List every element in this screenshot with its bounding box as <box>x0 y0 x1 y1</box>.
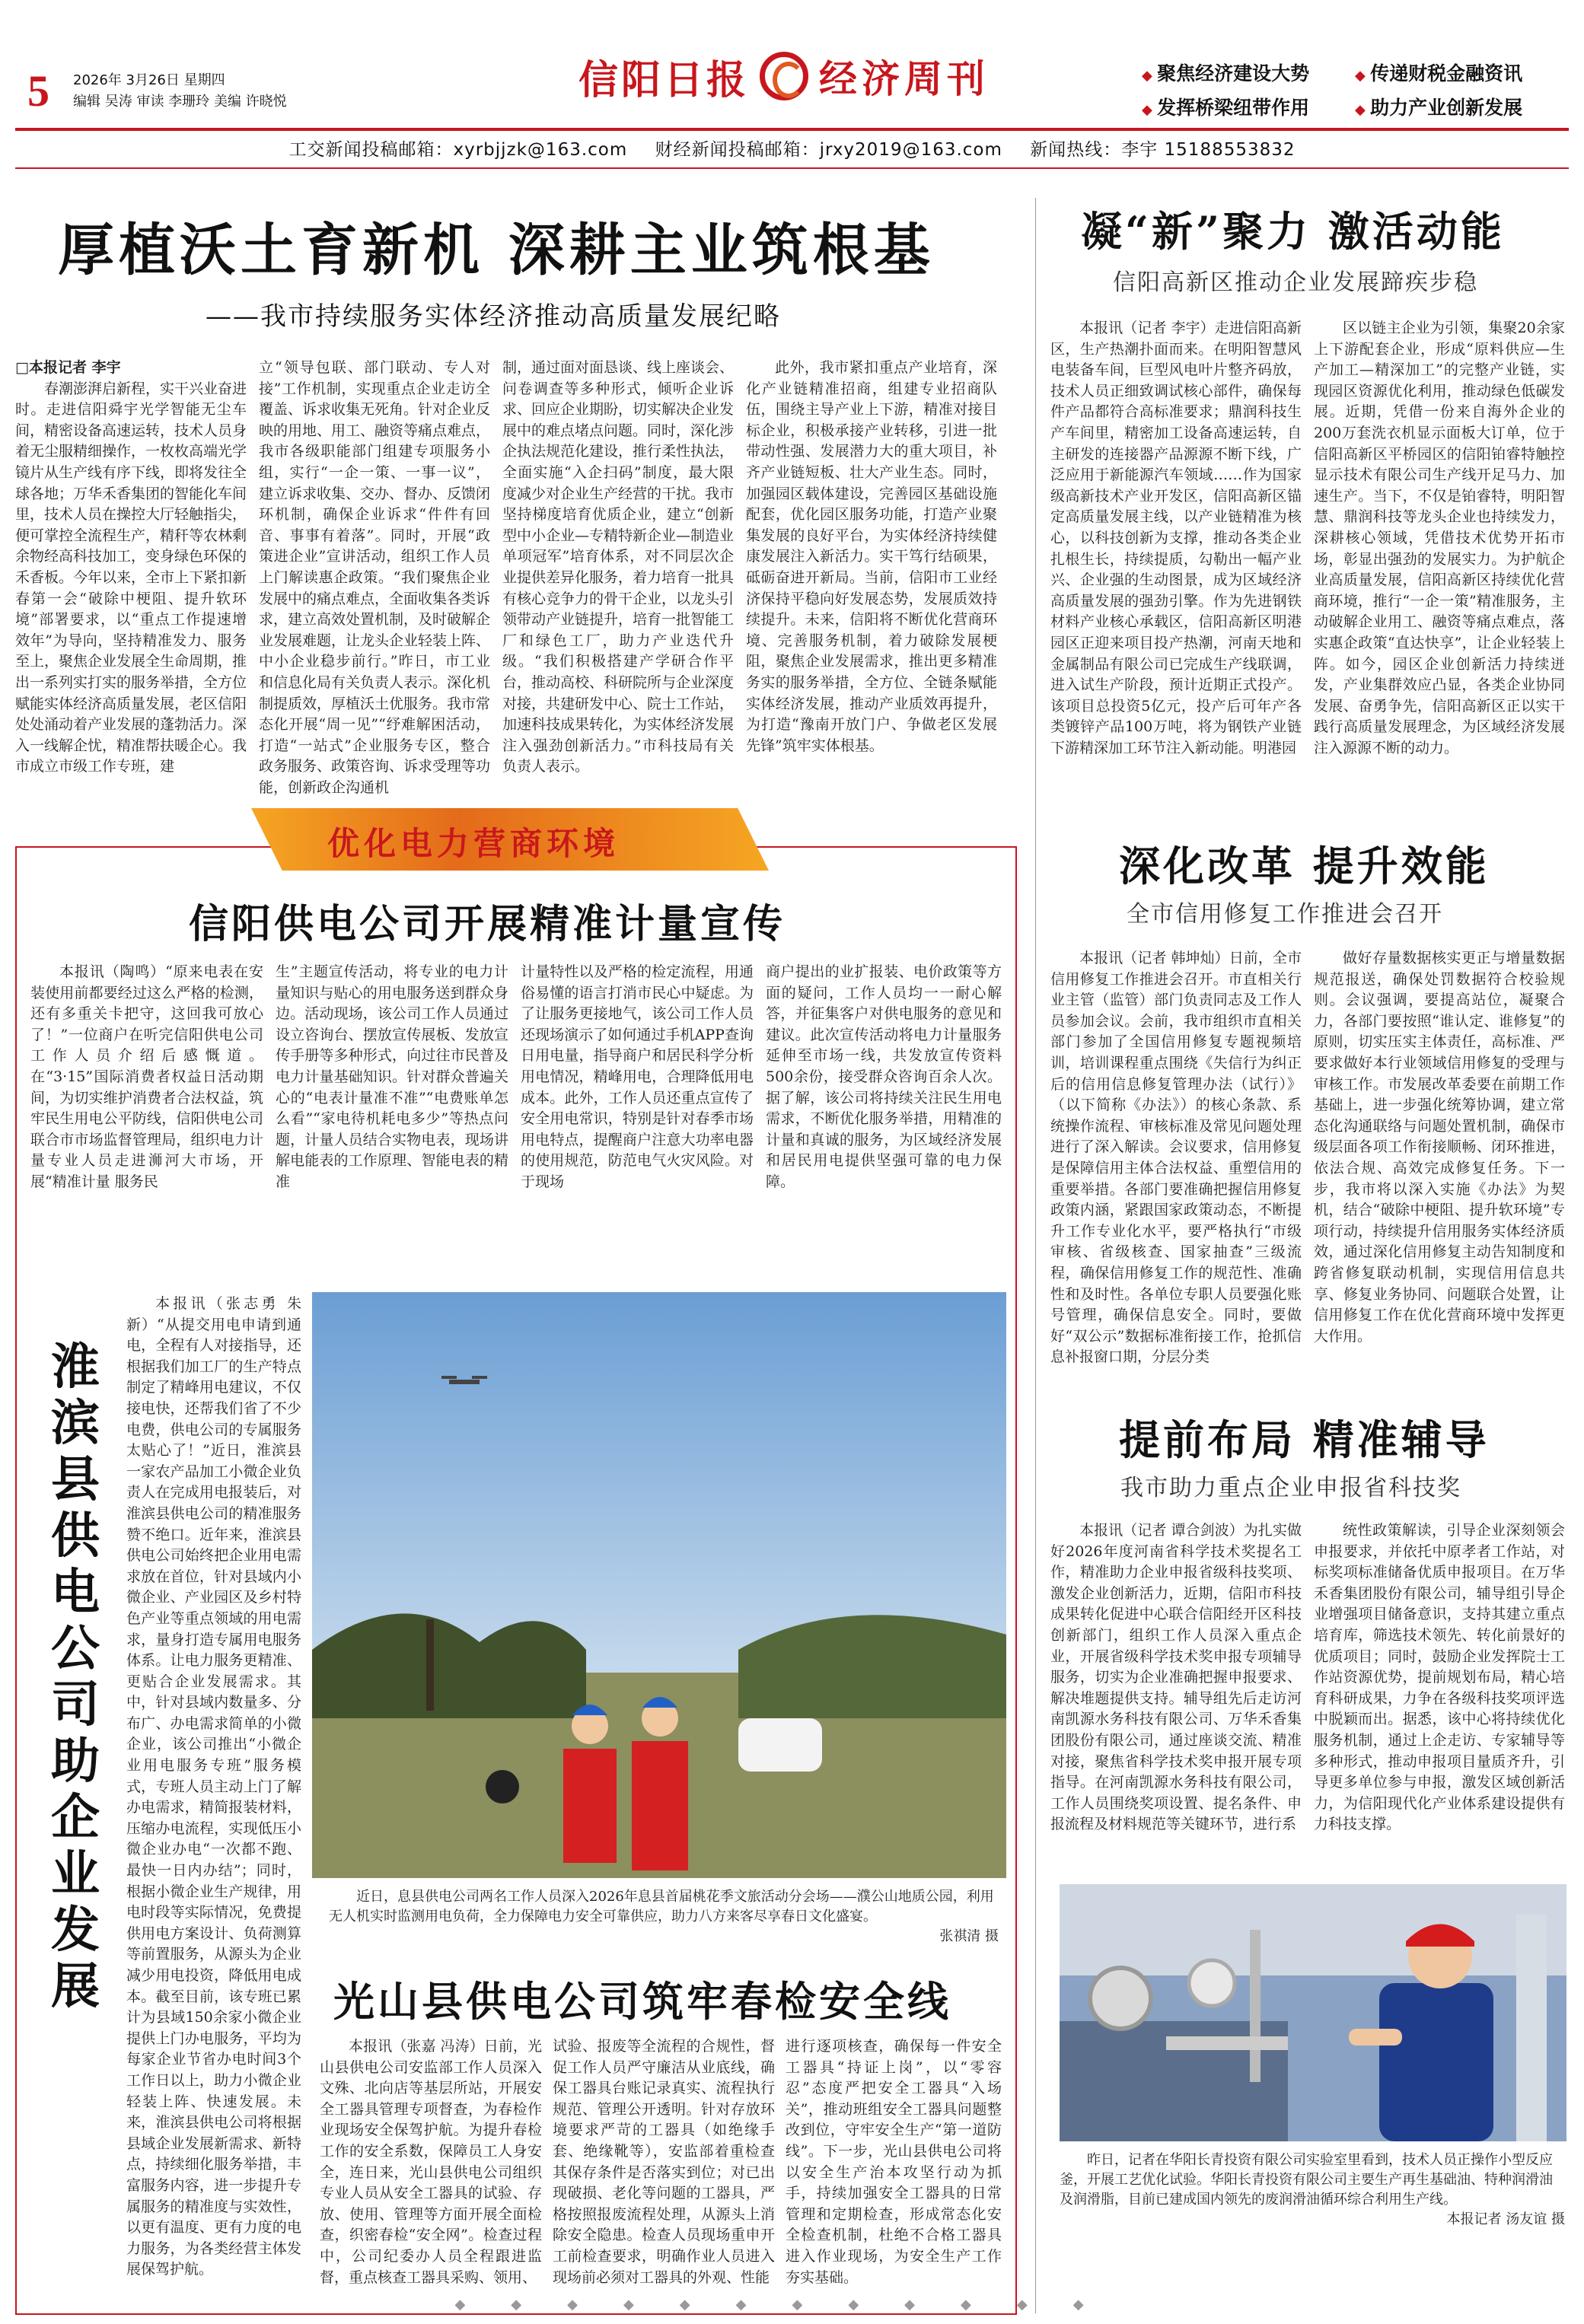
lead-byline: □本报记者 李宇 <box>15 359 121 376</box>
f1-headline: 信阳供电公司开展精准计量宣传 <box>189 901 786 947</box>
slogan: ◆ 聚焦经济建设大势 <box>1142 58 1355 92</box>
lead-headline: 厚植沃土育新机 深耕主业筑根基 <box>58 218 935 283</box>
lab-photo-caption <box>1060 2150 1565 2265</box>
f1-column-3: 计量特性以及严格的检定流程，用通俗易懂的语言打消市民心中疑虑。为了让服务更接地气，该公司工作人员还现场演示了如何通过手机APP查询日用电量，指导商户和居民科学分析用电情况，精峰用电，合理降低用电成本。此外，工作人员还重点宣传了安全用电常识，特别是针对春季市场用电特点，提醒商户注意大功率电器的使用规范，防范电气火灾风险。对于现场 <box>521 963 754 1190</box>
rt-column-2: 区以链主企业为引领，集聚20余家上下游配套企业，形成“原料供应—生产加工—精深加工”的完整产业链，实现园区资源优化利用，推动绿色低碳发展。近期，凭借一份来自海外企业的200万套洗衣机显示面板大订单，位于信阳高新区平桥园区的信阳铂睿特触控显示技术有限公司生产线开足马力、加速生产。当下，不仅是铂睿特，明阳智慧、鼎润科技等龙头企业也持续发力，深耕核心领域，凭借技术优势开拓市场，彰显出强劲的发展实力。为护航企业高质量发展，信阳高新区持续优化营商环境，推行“一企一策”精准服务，主动破解企业用工、融资等痛点难点，落实惠企政策“直达快享”，让企业轻装上阵。如今，园区企业创新活力持续迸发，产业集群效应凸显，各类企业协同发展、奋勇争先，信阳高新区正以实干践行高质量发展理念，为区域经济发展注入源源不断的动力。 <box>1314 320 1565 756</box>
lead-column-1 <box>15 358 247 784</box>
lab-photo <box>1060 1884 1566 2141</box>
drone-photo-credit: 张祺清 摄 <box>939 1928 999 1944</box>
drone-caption-text: 近日，息县供电公司两名工作人员深入2026年息县首届桃花季文旅活动分会场——濮公山地质公园，利用无人机实时监测用电负荷，全力保障电力安全可靠供应，助力八方来客尽享春日文化盛宴。 <box>329 1889 994 1924</box>
lead-column-text: 春潮澎湃启新程，实干兴业奋进时。走进信阳舜宇光学智能无尘车间，精密设备高速运转，技术人员身着无尘服精细操作，一枚枚高端光学镜片从生产线有序下线，即将发往全球各地；万华禾香集团的智能化车间里，技术人员在操控大厅轻触指尖，便可掌控全流程生产，精秆等农林剩余物经高科技加工，变身绿色环保的禾香板。今年以来，全市上下紧扣新春第一会“破除中梗阻、提升软环境”部署要求，以“重点工作提速增效年”为导向，坚持精准发力、服务至上，聚焦企业发展全生命周期，推出一系列实打实的服务举措，全方位赋能实体经济高质量发展，老区信阳处处涌动着产业发展的蓬勃活力。深入一线解企忧，精准帮扶暖企心。我市成立市级工作专班，建 <box>15 380 247 775</box>
rl-column-2: 统性政策解读，引导企业深刻领会申报要求，并依托中原孝者工作站，对标奖项标准储备优质申报项目。在万华禾香集团股份有限公司，辅导组引导企业增强项目储备意识，支持其建立重点培育库，筛选技术领先、转化前景好的优质项目；同时，鼓励企业发挥院士工作站资源优势，提前规划布局，精心培育科研成果，力争在各级科技奖项评选中脱颖而出。据悉，该中心将持续优化服务机制，通过上企走访、专家辅导等多种形式，推动申报项目量质齐升，引导更多单位参与申报，激发区域创新活力，为信阳现代化产业体系建设提供有力科技支撑。 <box>1314 1522 1565 1833</box>
contact-item: 工交新闻投稿邮箱：xyrbjjzk@163.com <box>288 140 628 160</box>
section-name: 经济周刊 <box>819 56 990 101</box>
paper-name: 信阳日报 <box>578 56 750 103</box>
rt-headline: 凝“新”聚力 激活动能 <box>1081 207 1505 256</box>
column-divider <box>1035 198 1036 2313</box>
vertical-article: 本报讯（张志勇 朱新）“从提交用电申请到通电，全程有人对接指导，还根据我们加工厂的生产特点制定了精峰用电建议，不仅接电快，还帮我们省了不少电费，供电公司的专属服务太贴心了！”近日，淮滨县一家农产品加工小微企业负责人在完成用电报装后，对淮滨县供电公司的精准服务赞不绝口。近年来，淮滨县供电公司始终把企业用电需求放在首位，针对县域内小微企业、产业园区及乡村特色产业等重点领域的用电需求，量身打造专属用电服务体系。让电力服务更精准、更贴合企业发展需求。其中，针对县域内数量多、分布广、办电需求简单的小微企业，该公司推出“小微企业用电服务专班”服务模式，专班人员主动上门了解办电需求，精简报装材料，压缩办电流程，实现低压小微企业办电“一次都不跑、最快一日内办结”；同时，根据小微企业生产规律，用电时段等实际情况，免费提供用电方案设计、负荷测算等前置服务，从源头为企业减少用电投资，降低用电成本。截至目前，该专班已累计为县域150余家小微企业提供上门办电服务，平均为每家企业节省办电时间3个工作日以上，助力小微企业轻装上阵、快速发展。未来，淮滨县供电公司将根据县域企业发展新需求、新特点，持续细化服务举措，丰富服务内容，进一步提升专属服务的精准度与实效性，以更有温度、更有力度的电力服务，为各类经营主体发展保驾护航。 <box>126 1295 301 2278</box>
lead-subheadline: ——我市持续服务实体经济推动高质量发展纪略 <box>206 301 781 332</box>
drone-photo-caption <box>329 1887 999 1951</box>
f1-column-4: 商户提出的业扩报装、电价政策等方面的疑问，工作人员均一一耐心解答，并征集客户对供电服务的意见和建议。此次宣传活动将电力计量服务延伸至市场一线，共发放宣传资料500余份，接受群众咨询百余人次。据了解，该公司将持续关注民生用电需求，不断优化服务举措，用精准的计量和真诚的服务，为区域经济发展和居民用电提供坚强可靠的电力保障。 <box>766 963 1002 1190</box>
paper-emblem-icon <box>760 52 808 100</box>
page-footer-ornament: ◆◆◆◆◆◆◆◆◆◆◆◆ <box>454 2297 1130 2313</box>
rt-subheadline: 信阳高新区推动企业发展蹄疾步稳 <box>1113 269 1478 296</box>
f1-column-2: 生”主题宣传活动，将专业的电力计量知识与贴心的用电服务送到群众身边。活动现场，该公司工作人员通过设立咨询台、摆放宣传展板、发放宣传手册等多种形式，向过往市民普及电力计量基础知识。针对群众普遍关心的“电表计量准不准”“电费账单怎么看”“家电待机耗电多少”等热点问题，计量人员结合实物电表，现场讲解电能表的工作原理、智能电表的精准 <box>276 963 508 1190</box>
slogan: ◆ 发挥桥梁纽带作用 <box>1142 92 1355 126</box>
staff-line: 编辑 吴涛 审读 李珊玲 美编 许晓悦 <box>73 94 287 110</box>
lead-column-2: 立“领导包联、部门联动、专人对接”工作机制，实现重点企业走访全覆盖、诉求收集无死角。针对企业反映的用地、用工、融资等痛点难点，我市各级职能部门组建专项服务小组，实行“一企一策、一事一议”，建立诉求收集、交办、督办、反馈闭环机制，确保企业诉求“件件有回音、事事有着落”。同时，开展“政策进企业”宣讲活动，组织工作人员上门解读惠企政策。“我们聚焦企业发展中的痛点难点，全面收集各类诉求，建立高效处置机制，及时破解企业发展难题，让龙头企业轻装上阵、中小企业稳步前行。”昨日，市工业和信息化局有关负责人表示。深化机制提质效，厚植沃土优服务。我市常态化开展“周一见”“纾难解困活动，打造“一站式”企业服务专区，整合政务服务、政策咨询、诉求受理等功能，创新政企沟通机 <box>259 359 491 796</box>
masthead-slogans <box>1142 58 1568 126</box>
contact-item: 财经新闻投稿邮箱：jrxy2019@163.com <box>655 140 1002 160</box>
rm-headline: 深化改革 提升效能 <box>1119 842 1490 890</box>
masthead-info <box>73 70 287 113</box>
contact-rule <box>15 167 1569 169</box>
contact-line <box>0 135 1584 161</box>
feature-banner-title: 优化电力营商环境 <box>327 825 620 862</box>
lead-column-4: 此外，我市紧扣重点产业培育，深化产业链精准招商，组建专业招商队伍，围绕主导产业上下游，精准对接目标企业，积极承接产业转移，引进一批带动性强、发展潜力大的重大项目，补齐产业链短板、壮大产业生态。同时，加强园区载体建设，完善园区基础设施配套，优化园区服务功能，打造产业聚集发展的良好平台，为实体经济持续健康发展注入新活力。实干笃行结硕果，砥砺奋进开新局。当前，信阳市工业经济保持平稳向好发展态势，发展质效持续提升。未来，信阳将不断优化营商环境、完善服务机制，着力破除发展梗阻，聚焦企业发展需求，推出更多精准务实的服务举措，全方位、全链条赋能实体经济发展，推动产业质效再提升，为打造“豫南开放门户、争做老区发展先锋”筑牢实体根基。 <box>746 359 997 754</box>
contact-item: 新闻热线：李宇 15188553832 <box>1030 140 1296 160</box>
page-number: 5 <box>27 66 49 116</box>
rm-subheadline: 全市信用修复工作推进会召开 <box>1127 901 1443 928</box>
rm-column-1: 本报讯（记者 韩坤灿）日前，全市信用修复工作推进会召开。市直相关行业主管（监管）部门负责同志及工作人员参加会议。会前，我市组织市直相关部门参加了全国信用修复专题视频培训，培训课程重点围绕《失信行为纠正后的信用信息修复管理办法（试行）》（以下简称《办法》）的核心条款、系统操作流程、审核标准及常见问题处理进行了深入解读。会议要求，信用修复是保障信用主体合法权益、重塑信用的重要举措。各部门要准确把握信用修复政策内涵，紧跟国家政策动态，不断提升工作专业化水平，要严格执行“市级审核、省级核查、国家抽查”三级流程，确保信用修复工作的规范性、准确性和及时性。各单位专职人员要强化账号管理，确保信息安全。同时，要做好“双公示”数据标准衔接工作，抢抓信息补报窗口期，分层分类 <box>1050 950 1302 1366</box>
rl-subheadline: 我市助力重点企业申报省科技奖 <box>1120 1475 1461 1501</box>
slogan: ◆ 助力产业创新发展 <box>1355 92 1568 126</box>
lead-column-3: 制，通过面对面恳谈、线上座谈会、问卷调查等多种形式，倾听企业诉求、回应企业期盼，切实解决企业发展中的难点堵点问题。同时，深化涉企执法规范化建设，推行柔性执法，全面实施“入企扫码”制度，最大限度减少对企业生产经营的干扰。我市坚持梯度培育优质企业，建立“创新型中小企业—专精特新企业—制造业单项冠军”培育体系，对不同层次企业提供差异化服务，着力培育一批具有核心竞争力的骨干企业，以龙头引领带动产业链提升，培育一批智能工厂和绿色工厂，助力产业迭代升级。“我们积极搭建产学研合作平台，推动高校、科研院所与企业深度对接，共建研发中心、院士工作站，加速科技成果转化，为实体经济发展注入强劲创新活力。”市科技局有关负责人表示。 <box>502 359 735 775</box>
date-line: 2026年 3月26日 星期四 <box>73 72 225 88</box>
rm-column-2: 做好存量数据核实更正与增量数据规范报送，确保处罚数据符合校验规则。会议强调，要提高站位，凝聚合力，各部门要按照“谁认定、谁修复”的原则，切实压实主体责任，高标准、严要求做好本行业领域信用修复的受理与审核工作。市发展改革委要在前期工作基础上，进一步强化统筹协调，建立常态化沟通联络与问题处置机制，确保市级层面各项工作衔接顺畅、闭环推进，依法合规、高效完成修复任务。下一步，我市将以深入实施《办法》为契机，结合“破除中梗阻、提升软环境”专项行动，持续提升信用服务实体经济质效，通过深化信用修复主动告知制度和跨省修复联动机制，实现信用信息共享、修复业务协同、问题联合处置，让信用修复工作在优化营商环境中发挥更大作用。 <box>1314 950 1565 1345</box>
f1-column-1: 本报讯（陶鸣）“原来电表在安装使用前都要经过这么严格的检测，还有多重关卡把守，这回我可放心了！”一位商户在听完信阳供电公司工作人员介绍后感慨道。在“3·15”国际消费者权益日活动期间，为切实维护消费者合法权益，筑牢民生用电公平防线，信阳供电公司联合市市场监督管理局，组织电力计量专业人员走进浉河大市场，开展“精准计量 服务民 <box>30 963 263 1190</box>
rt-column-1: 本报讯（记者 李宇）走进信阳高新区，生产热潮扑面而来。在明阳智慧风电装备车间，巨型风电叶片整齐码放，技术人员正细致调试核心部件，确保每件产品都符合高标准要求；鼎润科技生产车间里，精密加工设备高速运转，自主研发的连接器产品源源不断下线，广泛应用于新能源汽车领域……作为国家级高新技术产业开发区，信阳高新区锚定高质量发展主线，以产业链精准为核心，以科技创新为支撑，推动各类企业扎根生长，持续提质，勾勒出一幅产业兴、企业强的生动图景，成为区域经济高质量发展的强劲引擎。作为先进钢铁材料产业核心承载区，信阳高新区明港园区正迎来项目投产热潮，河南天地和金属制品有限公司已完成生产线联调，进入试生产阶段，预计近期正式投产。该项目总投资5亿元，投产后可年产各类镀锌产品100万吨，将为钢铁产业链下游精深加工环节注入新动能。明港园 <box>1050 320 1302 756</box>
masthead-logo <box>578 46 1050 107</box>
f2-headline: 光山县供电公司筑牢春检安全线 <box>333 1977 951 2026</box>
vertical-headline: 淮滨县供电公司助企业发展 <box>51 1339 100 2015</box>
drone-photo <box>312 1292 1006 1878</box>
f2-column-1: 本报讯（张嘉 冯涛）日前，光山县供电公司安监部工作人员深入文殊、北向店等基层所站，开展安全工器具管理专项督查，为春检作业现场安全保驾护航。为提升春检工作的安全系数，保障员工人身安全，连日来，光山县供电公司组织专业人员从安全工器具的试验、存放、使用、管理等方面开展全面检查，织密春检“安全网”。检查过程中，公司纪委办人员全程跟进监督，重点核查工器具采购、领用、 <box>320 2038 542 2286</box>
f2-column-2: 试验、报废等全流程的合规性，督促工作人员严守廉洁从业底线，确保工器具台账记录真实、流程执行规范、管理公开透明。针对存放环境要求严苛的工器具（如绝缘手套、绝缘靴等），安监部着重检查其保存条件是否落实到位；对已出现破损、老化等问题的工器具，严格按照报废流程处理，从源头上消除安全隐患。检查人员现场重申开工前检查要求，明确作业人员进入现场前必须对工器具的外观、性能 <box>553 2038 775 2286</box>
slogan: ◆ 传递财税金融资讯 <box>1355 58 1568 92</box>
lab-caption-text: 昨日，记者在华阳长青投资有限公司实验室里看到，技术人员正操作小型反应釜，开展工艺优化试验。华阳长青投资有限公司主要生产再生基础油、特种润滑油及润滑脂，目前已建成国内领先的废润滑油循环综合利用生产线。 <box>1060 2152 1553 2208</box>
f2-column-3: 进行逐项核查，确保每一件安全工器具“持证上岗”，以“零容忍”态度严把安全工器具“入场关”，推动班组安全工器具问题整改到位，守牢安全生产“第一道防线”。下一步，光山县供电公司将以安全生产治本攻坚行动为抓手，持续加强安全工器具的日常管理和定期检查，形成常态化安全检查机制，杜绝不合格工器具进入作业现场，为安全生产工作夯实基础。 <box>786 2038 1002 2286</box>
rl-headline: 提前布局 精准辅导 <box>1119 1415 1490 1464</box>
masthead-rule <box>15 128 1569 131</box>
rl-column-1: 本报讯（记者 谭合剑波）为扎实做好2026年度河南省科学技术奖提名工作，精准助力企业申报省级科技奖项、激发企业创新活力，近期，信阳市科技成果转化促进中心联合信阳经开区科技创新部门，组织工作人员深入重点企业，开展省级科学技术奖申报专项辅导服务，切实为企业准确把握申报要求、解决堆题提供支持。辅导组先后走访河南凯源水务科技有限公司、万华禾香集团股份有限公司，通过座谈交流、精准对接，聚焦省科学技术奖申报开展专项指导。在河南凯源水务科技有限公司，工作人员围绕奖项设置、提名条件、申报流程及材料规范等关键环节，进行系 <box>1050 1522 1302 1833</box>
lab-photo-credit: 本报记者 汤友谊 摄 <box>1446 2211 1565 2227</box>
